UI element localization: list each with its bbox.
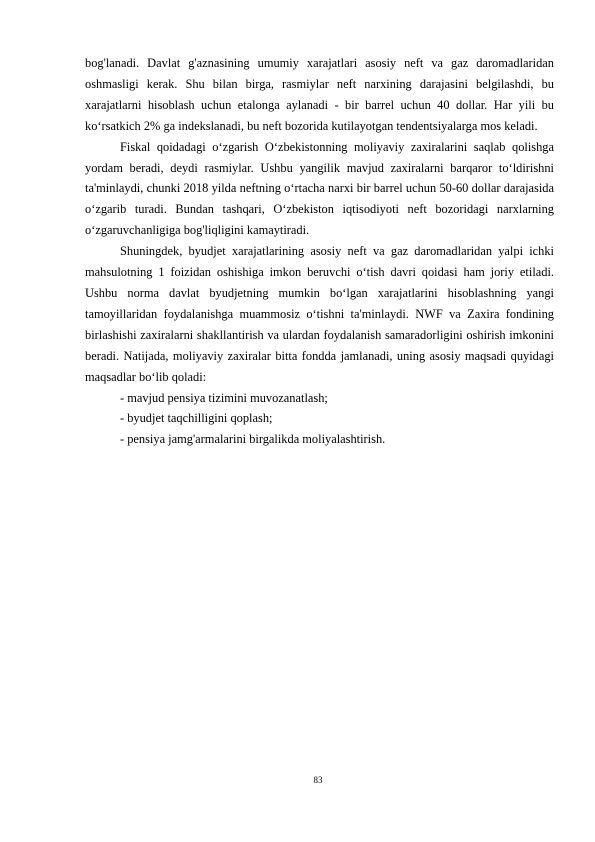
list-item: - byudjet taqchilligini qoplash; [120, 411, 273, 426]
list-item: - pensiya jamg'armalarini birgalikda moliyalashtirish. [120, 432, 386, 447]
list-item: - mavjud pensiya tizimini muvozanatlash; [120, 390, 328, 405]
paragraph-fiscal-rule: Fiskal qoidadagi o‘zgarish O‘zbekistonning moliyaviy zaxiralarini saqlab qolishga yordam beradi, deydi rasmiylar. Ushbu yangilik mavjud zaxiralarni barqaror to‘ldirishni ta'minlaydi, chunki 2018 yilda neftning o‘rtacha narxi bir barrel uchun 50-60 dollar darajasida o‘zgarib turadi. Bundan tashqari, O‘zbekiston iqtisodiyoti neft bozoridagi narxlarning o‘zgaruvchanligiga bog'liqligini kamaytiradi. [85, 139, 554, 238]
paragraph-transition-rule: Shuningdek, byudjet xarajatlarining asosiy neft va gaz daromadlaridan yalpi ichki mahsulotning 1 foizidan oshishiga imkon beruvchi o‘tish davri qoidasi ham joriy etiladi. Ushbu norma davlat byudjetning mumkin bo‘lgan xarajatlarini hisoblashning yangi tamoyillaridan foydalanishga muammosiz o‘tishni ta'minlaydi. NWF va Zaxira fondining birlashishi zaxiralarni shakllantirish va ulardan foydalanish samaradorligini oshirish imkonini beradi. Natijada, moliyaviy zaxiralar bitta fondda jamlanadi, uning asosiy maqsadi quyidagi maqsadlar bo‘lib qoladi: [85, 244, 554, 384]
body-text [85, 53, 554, 450]
page-number: 83 [313, 775, 323, 785]
paragraph-continuation: bog'lanadi. Davlat g'aznasining umumiy xarajatlari asosiy neft va gaz daromadlaridan oshmasligi kerak. Shu bilan birga, rasmiylar neft narxining darajasini belgilashdi, bu xarajatlarni hisoblash uchun etalonga aylanadi - bir barrel uchun 40 dollar. Har yili bu ko‘rsatkich 2% ga indekslanadi, bu neft bozorida kutilayotgan tendentsiyalarga mos keladi. [85, 56, 554, 133]
